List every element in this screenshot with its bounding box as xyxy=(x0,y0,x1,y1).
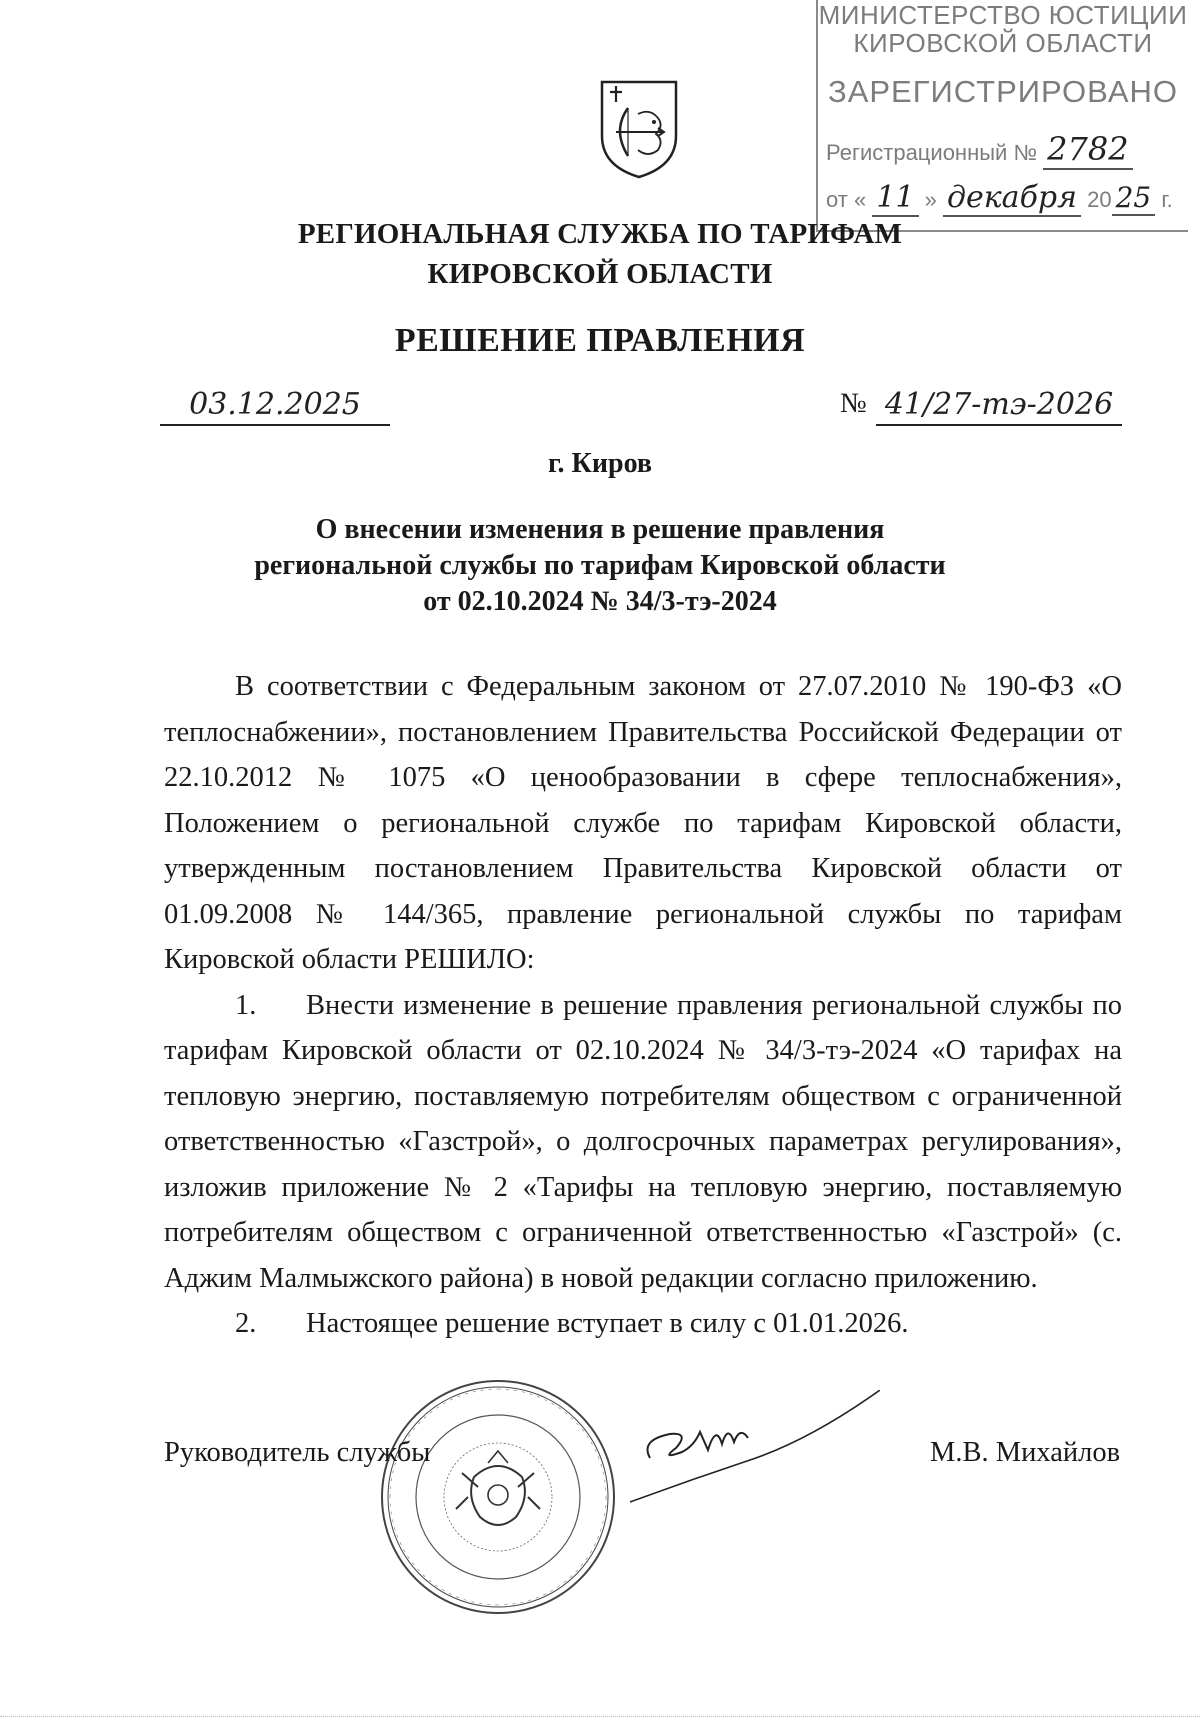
stamp-date-month: декабря xyxy=(943,180,1081,217)
stamp-date-mid: » xyxy=(924,187,937,212)
document-number-label: № xyxy=(840,388,867,419)
stamp-ministry-line: МИНИСТЕРСТВО ЮСТИЦИИ xyxy=(818,0,1188,30)
handwritten-signature-icon xyxy=(630,1390,880,1510)
org-name-line2: КИРОВСКОЙ ОБЛАСТИ xyxy=(427,258,773,290)
stamp-registered-label: ЗАРЕГИСТРИРОВАНО xyxy=(827,74,1178,109)
document-type-title: РЕШЕНИЕ ПРАВЛЕНИЯ xyxy=(394,322,806,359)
item-1-text: Внести изменение в решение правления региональной службы по тарифам Кировской области от 02.10.2024 № 34/3-тэ-2024 «О тарифах на тепловую энергию, поставляемую потребителям обществом с ограниченной ответственностью «Газстрой», о долгосрочных параметрах регулирования», изложив приложение № 2 «Тарифы на тепловую энергию, поставляемую потребителям обществом с ограниченной ответственностью «Газстрой» (с. Аджим Малмыжского района) в новой редакции согласно приложению. xyxy=(164,989,1122,1294)
official-seal-icon xyxy=(378,1377,618,1617)
stamp-date-prefix: от « xyxy=(826,187,867,212)
item-2-text: Настоящее решение вступает в силу с 01.01.2026. xyxy=(306,1308,909,1339)
document-body xyxy=(164,664,1122,1347)
subject-line1: О внесении изменения в решение правления xyxy=(315,514,885,545)
registration-stamp xyxy=(816,0,1188,232)
org-name-line1: РЕГИОНАЛЬНАЯ СЛУЖБА ПО ТАРИФАМ xyxy=(297,218,903,250)
stamp-date-year: 25 xyxy=(1112,181,1156,216)
stamp-reg-number: 2782 xyxy=(1043,130,1132,170)
stamp-region-line: КИРОВСКОЙ ОБЛАСТИ xyxy=(853,28,1153,58)
stamp-date-suffix: г. xyxy=(1161,187,1173,212)
page-bottom-edge xyxy=(0,1716,1200,1717)
city-line: г. Киров xyxy=(548,448,652,479)
stamp-reg-label: Регистрационный № xyxy=(826,140,1038,165)
stamp-reg-date-row xyxy=(826,180,1173,215)
stamp-reg-number-row xyxy=(826,130,1133,168)
decision-item-2 xyxy=(164,1301,1122,1347)
preamble-paragraph: В соответствии с Федеральным законом от 27.07.2010 № 190-ФЗ «О теплоснабжении», постановлением Правительства Российской Федерации от 22.10.2012 № 1075 «О ценообразовании в сфере теплоснабжения», Положением о региональной службе по тарифам Кировской области, утвержденным постановлением Правительства Кировской области от 01.09.2008 № 144/365, правление региональной службы по тарифам Кировской области РЕШИЛО: xyxy=(164,671,1122,975)
item-1-number: 1. xyxy=(235,989,257,1021)
stamp-date-year-prefix: 20 xyxy=(1087,187,1112,212)
decision-item-1 xyxy=(164,983,1122,1302)
document-date: 03.12.2025 xyxy=(160,386,390,426)
signatory-name: М.В. Михайлов xyxy=(930,1437,1121,1468)
kirov-coat-of-arms-icon xyxy=(598,78,680,180)
document-number: 41/27-тэ-2026 xyxy=(876,386,1122,426)
signatory-role: Руководитель службы xyxy=(164,1437,431,1468)
subject-line3: от 02.10.2024 № 34/3-тэ-2024 xyxy=(423,586,777,617)
item-2-number: 2. xyxy=(235,1308,257,1339)
stamp-date-day: 11 xyxy=(872,180,918,217)
subject-line2: региональной службы по тарифам Кировской области xyxy=(254,550,946,581)
